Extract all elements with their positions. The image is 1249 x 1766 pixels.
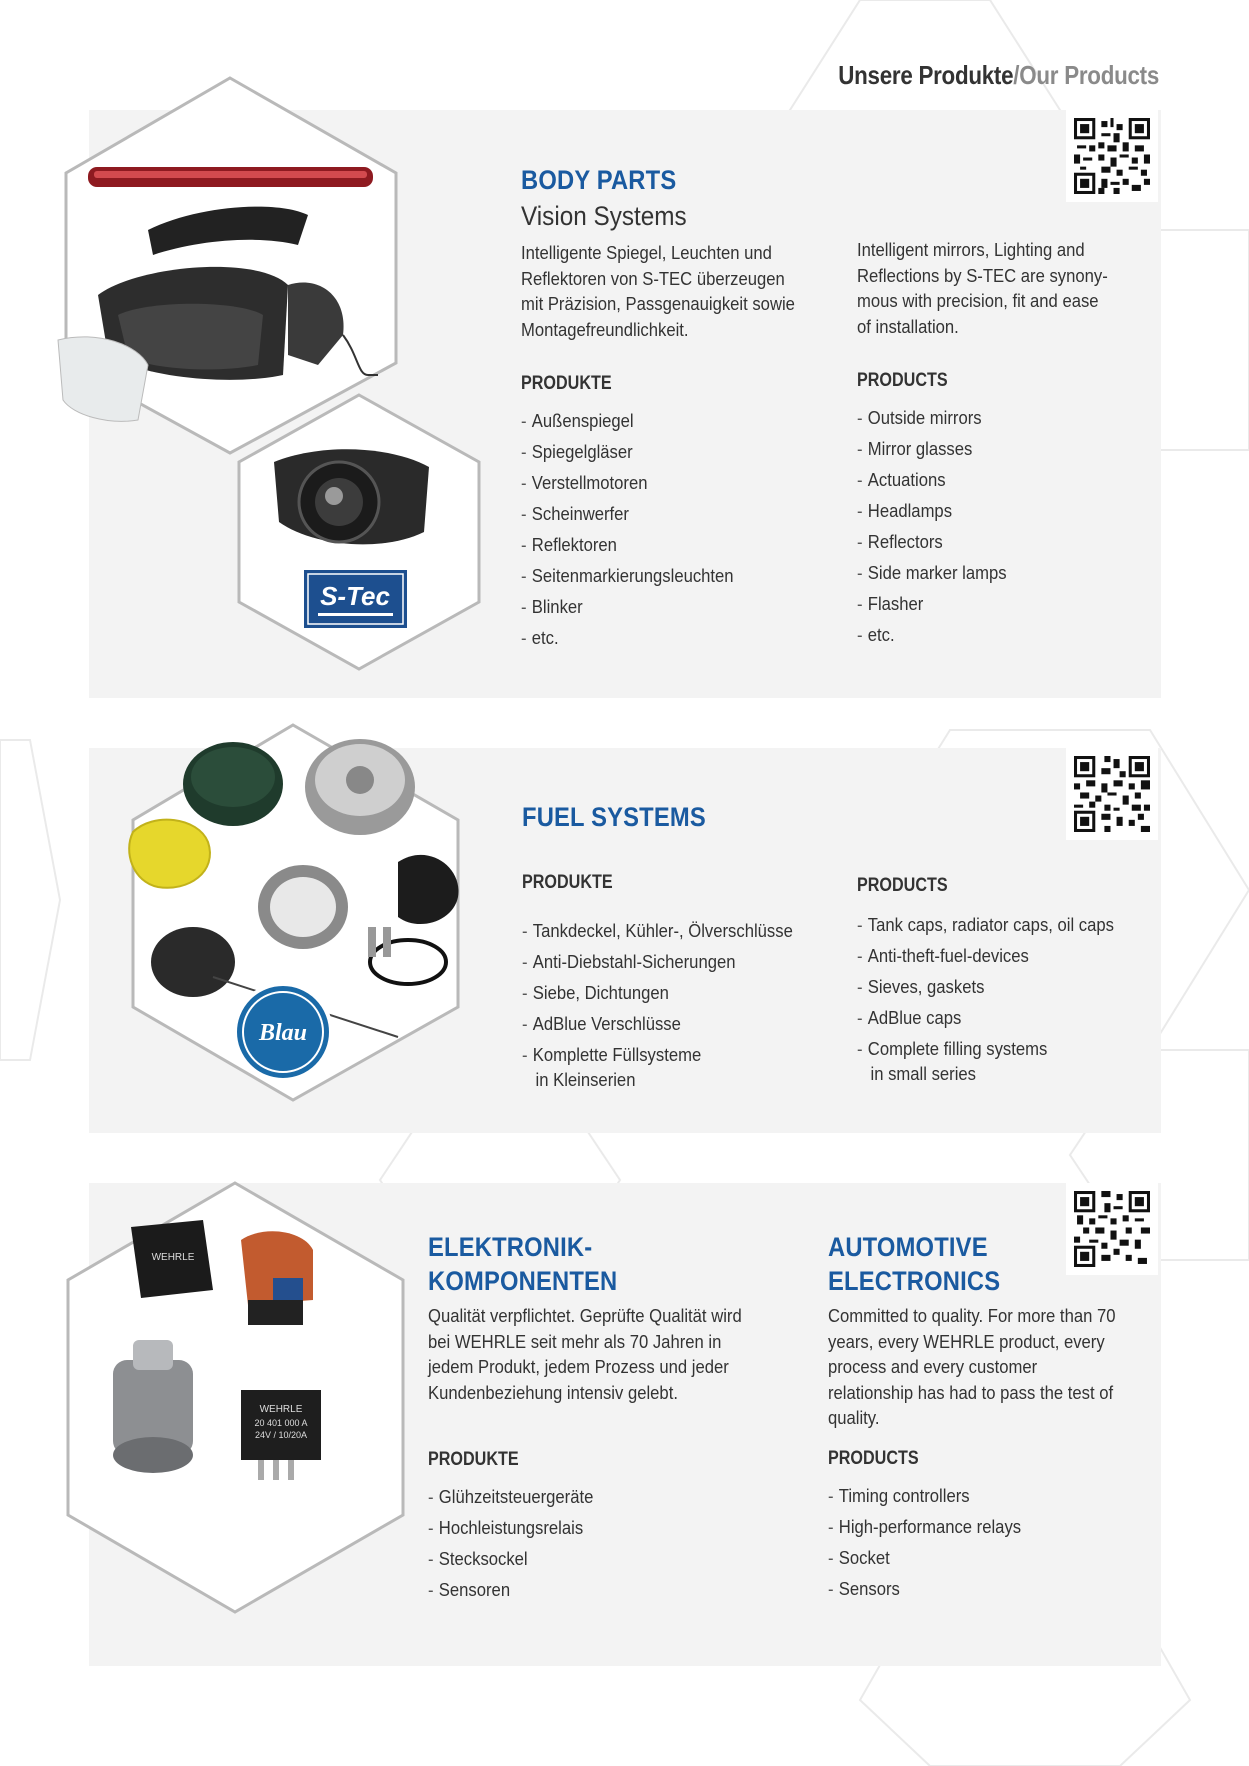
headlamp-hexagon-image — [234, 392, 484, 672]
svg-text:WEHRLE: WEHRLE — [151, 1252, 195, 1263]
third-brake-light-image — [88, 167, 373, 187]
qr-code-electronics[interactable] — [1066, 1183, 1158, 1275]
electronics-list-de — [428, 1484, 593, 1608]
list-item: - Complete filling systems in small series — [857, 1036, 1114, 1086]
list-item: - High-performance relays — [828, 1514, 1021, 1545]
list-item: - Actuations — [857, 467, 1007, 498]
electronics-hexagon-image — [63, 1180, 408, 1618]
list-item: - Verstellmotoren — [521, 470, 734, 501]
list-item: - Headlamps — [857, 498, 1007, 529]
svg-text:WEHRLE: WEHRLE — [259, 1404, 303, 1415]
list-item: - Mirror glasses — [857, 436, 1007, 467]
list-item: - Spiegelgläser — [521, 439, 734, 470]
svg-text:S-Tec: S-Tec — [320, 581, 390, 611]
fuel-systems-list-en — [857, 912, 1114, 1086]
fuel-systems-products-label-en: PRODUCTS — [857, 875, 948, 896]
qr-code-icon — [1074, 756, 1150, 832]
list-item: - Sensoren — [428, 1577, 593, 1608]
list-item: - Flasher — [857, 591, 1007, 622]
list-item: - Side marker lamps — [857, 560, 1007, 591]
list-item: - Timing controllers — [828, 1483, 1021, 1514]
list-item: - AdBlue caps — [857, 1005, 1114, 1036]
list-item: - Scheinwerfer — [521, 501, 734, 532]
svg-text:20 401 000 A: 20 401 000 A — [254, 1418, 308, 1428]
page-title: Unsere Produkte/Our Products — [838, 60, 1159, 90]
list-item: - etc. — [521, 625, 734, 656]
electronics-description-de: Qualität verpflichtet. Geprüfte Qualität wird bei WEHRLE seit mehr als 70 Jahren in jedem Produkt, jedem Prozess und jeder Kundenbeziehung intensiv gelebt. — [428, 1305, 742, 1403]
fuel-systems-list-de — [522, 918, 793, 1092]
vision-systems-subtitle: Vision Systems — [521, 201, 687, 231]
fuel-systems-products-label-de: PRODUKTE — [522, 872, 613, 893]
electronics-products-label-de: PRODUKTE — [428, 1449, 519, 1470]
list-item: - Sieves, gaskets — [857, 974, 1114, 1005]
electronics-products-label-en: PRODUCTS — [828, 1448, 919, 1469]
fog-lamp-image — [274, 449, 429, 544]
qr-code-fuel-systems[interactable] — [1066, 748, 1158, 840]
svg-text:Blau: Blau — [258, 1020, 308, 1046]
list-item: - Blinker — [521, 594, 734, 625]
blau-logo — [235, 984, 331, 1080]
list-item: - Reflectors — [857, 529, 1007, 560]
electronics-title-en: AUTOMOTIVE ELECTRONICS — [828, 1232, 1001, 1296]
body-parts-products-label-de: PRODUKTE — [521, 373, 612, 394]
electronics-description-en: Committed to quality. For more than 70 years, every WEHRLE product, every process and every customer relationship has had to pass the test of quality. — [828, 1305, 1116, 1428]
list-item: - Outside mirrors — [857, 405, 1007, 436]
electronics-list-en — [828, 1483, 1021, 1607]
list-item: - etc. — [857, 622, 1007, 653]
list-item: - Stecksockel — [428, 1546, 593, 1577]
list-item: - Glühzeitsteuergeräte — [428, 1484, 593, 1515]
body-parts-list-de — [521, 408, 734, 656]
fuel-systems-title: FUEL SYSTEMS — [522, 802, 706, 832]
body-parts-products-label-en: PRODUCTS — [857, 370, 948, 391]
list-item: - Anti-theft-fuel-devices — [857, 943, 1114, 974]
list-item: - Tankdeckel, Kühler-, Ölverschlüsse — [522, 918, 793, 949]
fuel-systems-hexagon-image — [128, 722, 483, 1102]
body-parts-description-de: Intelligente Spiegel, Leuchten und Reflektoren von S-TEC überzeugen mit Präzision, Passgenauigkeit sowie Montagefreundlichkeit. — [521, 242, 795, 340]
list-item: - Socket — [828, 1545, 1021, 1576]
body-parts-description-en: Intelligent mirrors, Lighting and Reflections by S-TEC are synony-mous with precision, fit and ease of installation. — [857, 239, 1108, 337]
list-item: - AdBlue Verschlüsse — [522, 1011, 793, 1042]
qr-code-body-parts[interactable] — [1066, 110, 1158, 202]
qr-code-icon — [1074, 1191, 1150, 1267]
list-item: - Außenspiegel — [521, 408, 734, 439]
body-parts-title: BODY PARTS — [521, 165, 677, 195]
list-item: - Komplette Füllsysteme in Kleinserien — [522, 1042, 793, 1092]
list-item: - Hochleistungsrelais — [428, 1515, 593, 1546]
s-tec-logo — [304, 570, 407, 628]
list-item: - Tank caps, radiator caps, oil caps — [857, 912, 1114, 943]
body-parts-list-en — [857, 405, 1007, 653]
list-item: - Siebe, Dichtungen — [522, 980, 793, 1011]
electronics-title-de: ELEKTRONIK- KOMPONENTEN — [428, 1232, 618, 1296]
list-item: - Anti-Diebstahl-Sicherungen — [522, 949, 793, 980]
list-item: - Sensors — [828, 1576, 1021, 1607]
list-item: - Reflektoren — [521, 532, 734, 563]
list-item: - Seitenmarkierungsleuchten — [521, 563, 734, 594]
qr-code-icon — [1074, 118, 1150, 194]
svg-text:24V / 10/20A: 24V / 10/20A — [254, 1430, 308, 1440]
